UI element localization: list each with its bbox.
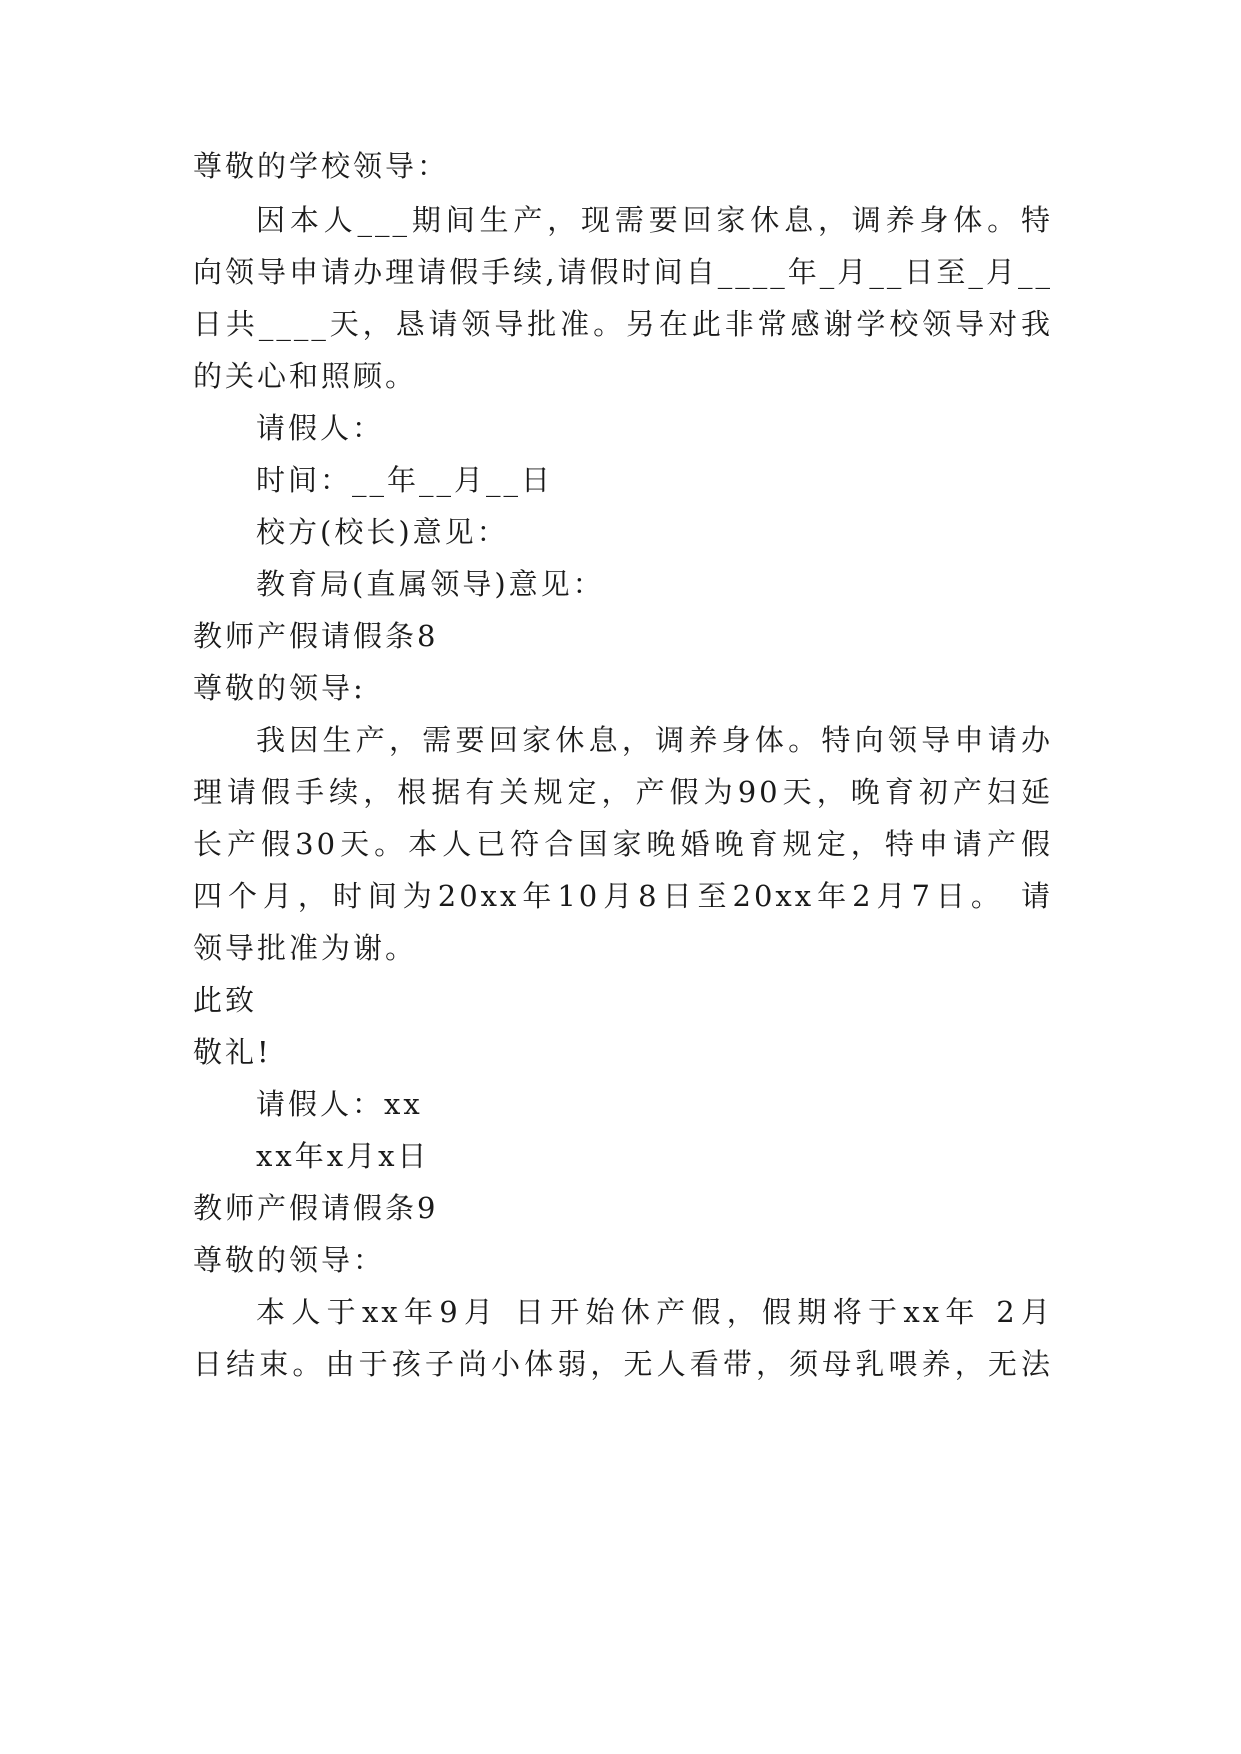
closing-line: 敬礼! <box>193 1035 272 1069</box>
school-opinion-line: 校方(校长)意见： <box>256 515 509 549</box>
body-line: 长产假30天。本人已符合国家晚婚晚育规定，特申请产假 <box>193 827 1053 861</box>
body-line: 日共____天，恳请领导批准。另在此非常感谢学校领导对我 <box>193 307 1053 341</box>
body-line: 四个月，时间为20xx年10月8日至20xx年2月7日。 请 <box>193 879 1053 913</box>
body-line: 领导批准为谢。 <box>193 931 418 965</box>
salutation: 尊敬的领导： <box>193 1243 386 1277</box>
body-line: 我因生产，需要回家休息，调养身体。特向领导申请办 <box>256 723 1053 757</box>
section-title: 教师产假请假条9 <box>193 1191 439 1225</box>
body-line: 日结束。由于孩子尚小体弱，无人看带，须母乳喂养，无法 <box>193 1347 1053 1381</box>
body-line: 本人于xx年9月 日开始休产假，假期将于xx年 2月 <box>256 1295 1053 1329</box>
body-line: 的关心和照顾。 <box>193 359 418 393</box>
closing-line: 此致 <box>193 983 258 1017</box>
date-line: xx年x月x日 <box>256 1139 430 1173</box>
salutation: 尊敬的学校领导： <box>193 149 450 183</box>
applicant-line: 请假人： <box>256 411 385 445</box>
salutation: 尊敬的领导: <box>193 671 366 705</box>
bureau-opinion-line: 教育局(直属领导)意见： <box>256 567 605 601</box>
body-line: 向领导申请办理请假手续,请假时间自____年_月__日至_月__ <box>193 255 1053 289</box>
date-line: 时间：__年__月__日 <box>256 463 554 497</box>
section-title: 教师产假请假条8 <box>193 619 439 653</box>
body-line: 因本人___期间生产，现需要回家休息，调养身体。特 <box>256 203 1053 237</box>
body-line: 理请假手续，根据有关规定，产假为90天，晚育初产妇延 <box>193 775 1053 809</box>
applicant-line: 请假人：xx <box>256 1087 423 1121</box>
